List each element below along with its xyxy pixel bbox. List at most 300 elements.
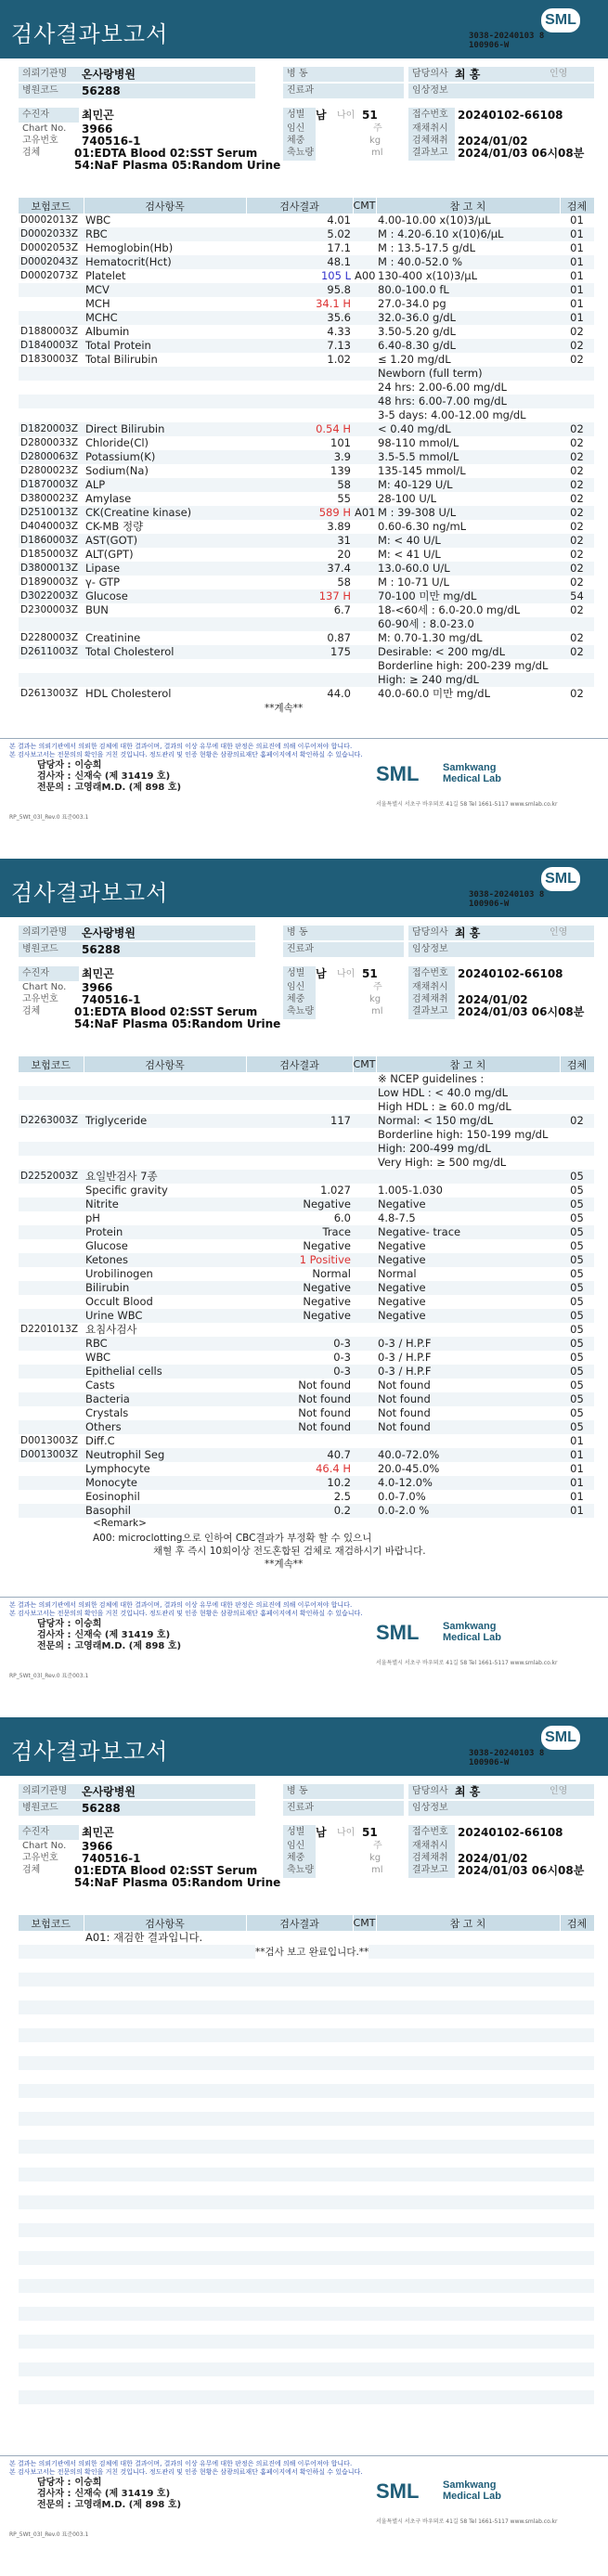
- doctor-sub: 인영: [550, 927, 568, 938]
- table-row: [19, 1225, 594, 1239]
- collect-date: 2024/01/02: [458, 135, 528, 148]
- blank-cell: [246, 2112, 353, 2126]
- table-body: [19, 1072, 594, 1518]
- blank-cell: [246, 2014, 353, 2028]
- test-result: [246, 1931, 353, 1945]
- insurance-code: [19, 381, 84, 395]
- report-footer: [0, 738, 608, 859]
- insurance-code: [19, 297, 84, 311]
- patient-id: 740516-1: [82, 135, 141, 148]
- test-item: Potassium(K): [84, 450, 246, 464]
- blank-cell: [19, 2349, 84, 2362]
- column-header: 검체: [560, 1056, 594, 1072]
- table-row: [19, 2209, 594, 2223]
- info-label: 체중: [283, 1851, 316, 1866]
- info-label: 재채취시: [408, 122, 455, 136]
- blank-cell: [19, 2237, 84, 2251]
- insurance-code: D0013003Z: [19, 1448, 84, 1462]
- test-item: [84, 381, 246, 395]
- table-header-row: [19, 1056, 594, 1072]
- blank-cell: [19, 2195, 84, 2209]
- report-code-line: 100906-W: [469, 1758, 510, 1767]
- info-value-box: [325, 942, 404, 957]
- comment: [353, 1156, 376, 1170]
- specimen-no: 01: [570, 1490, 584, 1503]
- table-row: [19, 1973, 594, 1987]
- hospital-name: 온사랑병원: [82, 926, 136, 939]
- table-row: [19, 1379, 594, 1392]
- table-row: [19, 1959, 594, 1973]
- blank-cell: [246, 1987, 353, 2000]
- blank-cell: [560, 1959, 594, 1973]
- reference-range: M: < 41 U/L: [378, 548, 441, 561]
- sig-role: 전문의 :: [37, 1641, 71, 1651]
- comment: [353, 381, 376, 395]
- comment: [353, 589, 376, 603]
- table-row: [19, 381, 594, 395]
- comment: [353, 1295, 376, 1309]
- table-row: [19, 506, 594, 520]
- blank-cell: [84, 2084, 246, 2098]
- table-row: [19, 214, 594, 227]
- table-row: [19, 325, 594, 339]
- test-item: Hematocrit(Hct): [84, 255, 246, 269]
- info-value-box: [455, 942, 594, 957]
- blank-cell: [560, 2154, 594, 2168]
- test-item: Amylase: [85, 492, 132, 505]
- report-page: [0, 859, 608, 1717]
- comment: [353, 687, 376, 701]
- blank-cell: [19, 2265, 84, 2279]
- blank-cell: [84, 2070, 246, 2084]
- reference-range: Very High: ≥ 500 mg/dL: [378, 1156, 507, 1169]
- comment: [353, 1337, 376, 1351]
- blank-cell: [84, 2265, 246, 2279]
- comment: [353, 1462, 376, 1476]
- specimen-no: [560, 673, 594, 687]
- blank-cell: [84, 2209, 246, 2223]
- table-row: [19, 548, 594, 562]
- reference-range: High: ≥ 240 mg/dL: [376, 673, 560, 687]
- blank-cell: [246, 2362, 353, 2376]
- info-label: 임신: [283, 122, 316, 136]
- blank-cell: [246, 2181, 353, 2195]
- info-value-box: [325, 67, 404, 82]
- blank-cell: [376, 2181, 560, 2195]
- column-header: 검사결과: [246, 198, 353, 214]
- table-row: [19, 1351, 594, 1365]
- unit: 주: [373, 1841, 382, 1851]
- hospital-name: 온사랑병원: [82, 1785, 136, 1798]
- blank-cell: [19, 2070, 84, 2084]
- blank-cell: [84, 2237, 246, 2251]
- test-item: ALT(GPT): [85, 548, 134, 561]
- specimen-no: 01: [560, 255, 594, 269]
- specimen-no: 01: [560, 227, 594, 241]
- table-row: [19, 1309, 594, 1323]
- table-row: [19, 1420, 594, 1434]
- table-row: [19, 283, 594, 297]
- blank-cell: [560, 2168, 594, 2181]
- blank-cell: [560, 2112, 594, 2126]
- reference-range: 98-110 mmol/L: [378, 436, 459, 449]
- footer-note: 본 검사보고서는 전문의의 확인을 거친 것입니다. 정도관리 및 인증 현황은 삼광의료재단 홈페이지에서 확인하실 수 있습니다.: [9, 2468, 363, 2476]
- blank-cell: [19, 2376, 84, 2390]
- blank-cell: [246, 1959, 353, 1973]
- table-row: [19, 2014, 594, 2028]
- test-result: 1 Positive: [246, 1253, 353, 1267]
- blank-cell: [353, 2028, 376, 2042]
- blank-cell: [353, 2376, 376, 2390]
- unit: kg: [369, 1853, 382, 1863]
- footer-note: 본 결과는 의뢰기관에서 의뢰한 검체에 대한 결과이며, 결과의 이상 유무에 대한 판정은 의료진에 의해 이루어져야 합니다.: [9, 743, 353, 750]
- info-label: Chart No.: [22, 982, 67, 992]
- comment: [353, 1197, 376, 1211]
- table-row: [19, 2335, 594, 2349]
- reference-range: Newborn (full term): [376, 367, 560, 381]
- test-result: [246, 659, 353, 673]
- specimen-no: 05: [570, 1239, 584, 1252]
- reference-range: Negative- trace: [376, 1225, 560, 1239]
- blank-cell: [84, 2028, 246, 2042]
- reference-range: 40.0-72.0%: [376, 1448, 560, 1462]
- reference-range: 0-3 / H.P.F: [378, 1351, 432, 1364]
- blank-cell: [560, 2028, 594, 2042]
- column-header: CMT: [353, 1058, 376, 1070]
- table-row: [19, 2362, 594, 2376]
- specimen-no: 02: [560, 645, 594, 659]
- test-result: Negative: [246, 1309, 353, 1323]
- insurance-code: D2510013Z: [19, 506, 84, 520]
- test-result: 1.02: [327, 353, 351, 366]
- specimen-no: 05: [560, 1197, 594, 1211]
- specimen-no: 02: [570, 436, 584, 449]
- blank-cell: [560, 2014, 594, 2028]
- test-result: Normal: [312, 1267, 351, 1280]
- report-title: 검사결과보고서: [11, 21, 169, 47]
- info-label: 진료과: [283, 84, 325, 98]
- table-row: [19, 1281, 594, 1295]
- reference-range: [376, 1323, 560, 1337]
- insurance-code: [19, 1184, 84, 1197]
- sig-person: 고영래M.D. (제 898 호): [74, 2500, 182, 2510]
- info-label: 결과보고: [408, 1863, 455, 1878]
- blank-cell: [560, 2195, 594, 2209]
- sig-person: 신재숙 (제 31419 호): [74, 771, 171, 782]
- blank-cell: [84, 2251, 246, 2265]
- comment: [353, 255, 376, 269]
- report-code: [469, 1749, 544, 1767]
- test-item: Albumin: [85, 325, 130, 338]
- blank-cell: [353, 2209, 376, 2223]
- blank-cell: [84, 1945, 246, 1959]
- test-result: 37.4: [246, 562, 353, 576]
- reference-range: 0.0-2.0 %: [376, 1504, 560, 1518]
- form-code: RP_5Wt_03l_Rev.0 표준003.1: [9, 1673, 89, 1679]
- specimen-no: 02: [570, 464, 584, 477]
- blank-cell: [376, 2126, 560, 2140]
- doctor-name: 최 홍: [455, 926, 481, 939]
- test-item: [84, 1142, 246, 1156]
- test-item: BUN: [85, 603, 109, 616]
- blank-cell: [19, 1973, 84, 1987]
- reference-range: 4.8-7.5: [378, 1211, 416, 1224]
- test-result: 0.87: [327, 631, 351, 644]
- blank-cell: [376, 1987, 560, 2000]
- blank-cell: [353, 2390, 376, 2404]
- remark-title: <Remark>: [93, 1518, 147, 1529]
- test-item: 요침사검사: [85, 1323, 137, 1336]
- info-label: 검체: [22, 1006, 41, 1016]
- blank-cell: [84, 1987, 246, 2000]
- test-item: CK(Creatine kinase): [84, 506, 246, 520]
- test-item: Monocyte: [84, 1476, 246, 1490]
- table-row: [19, 576, 594, 589]
- comment: [353, 1365, 376, 1379]
- test-result: 58: [337, 576, 351, 589]
- insurance-code: D0002033Z: [19, 227, 84, 241]
- report-code-line: 3038-20240103 8: [469, 32, 545, 41]
- comment: [353, 1406, 376, 1420]
- sig-role: 담당자 :: [37, 2478, 71, 2488]
- reference-range: 3.5-5.5 mmol/L: [376, 450, 560, 464]
- test-result: 0-3: [246, 1337, 353, 1351]
- reference-range: 4.00-10.00 x(10)3/μL: [378, 214, 491, 227]
- collect-date: 2024/01/02: [458, 1852, 528, 1865]
- reference-range: Not found: [378, 1379, 431, 1392]
- continued-text: **계속**: [265, 703, 304, 714]
- insurance-code: [19, 395, 84, 408]
- reference-range: 20.0-45.0%: [378, 1462, 440, 1475]
- logo-mark: SML: [376, 2479, 420, 2503]
- unit: 주: [373, 123, 382, 134]
- sig-person: 신재숙 (제 31419 호): [74, 1630, 171, 1640]
- blank-cell: [376, 2376, 560, 2390]
- blank-cell: [19, 1945, 84, 1959]
- table-row: [19, 255, 594, 269]
- table-row: [19, 2056, 594, 2070]
- comment: [353, 1211, 376, 1225]
- comment: [353, 1448, 376, 1462]
- test-item: Sodium(Na): [85, 464, 149, 477]
- company-name-line: Medical Lab: [443, 773, 501, 784]
- doctor-name: 최 홍: [455, 1785, 481, 1798]
- blank-cell: [19, 2098, 84, 2112]
- test-result: 2.5: [333, 1490, 351, 1503]
- blank-cell: [19, 2168, 84, 2181]
- info-label: 담당의사: [408, 1784, 455, 1799]
- table-row: [19, 603, 594, 617]
- test-item: Occult Blood: [85, 1295, 153, 1308]
- insurance-code: D1870003Z: [19, 478, 84, 492]
- table-row: [19, 1156, 594, 1170]
- test-item: Hemoglobin(Hb): [85, 241, 174, 254]
- sig-role: 전문의 :: [37, 2500, 71, 2510]
- receipt-number: 20240102-66108: [458, 967, 563, 980]
- reference-range: M : 13.5-17.5 g/dL: [378, 241, 476, 254]
- comment: [353, 1392, 376, 1406]
- specimen-no: 05: [570, 1184, 584, 1197]
- blank-cell: [19, 2362, 84, 2376]
- table-row: [19, 1114, 594, 1128]
- insurance-code: [19, 1504, 84, 1518]
- sml-logo: SML: [541, 1726, 580, 1750]
- blank-cell: [353, 2056, 376, 2070]
- test-result: Negative: [246, 1281, 353, 1295]
- info-value-box: [325, 926, 404, 940]
- info-label: 수진자: [19, 108, 79, 123]
- reference-range: 48 hrs: 6.00-7.00 mg/dL: [376, 395, 560, 408]
- reference-range: M: < 40 U/L: [376, 534, 560, 548]
- insurance-code: D0002053Z: [20, 242, 79, 253]
- blank-cell: [353, 2042, 376, 2056]
- comment: [353, 645, 376, 659]
- test-item: AST(GOT): [84, 534, 246, 548]
- report-header: [0, 859, 608, 917]
- test-result: 5.02: [246, 227, 353, 241]
- comment: [353, 1504, 376, 1518]
- table-row: [19, 339, 594, 353]
- blank-cell: [560, 2126, 594, 2140]
- specimen-no: [560, 381, 594, 395]
- patient-name: 최민곤: [82, 1826, 114, 1839]
- blank-cell: [19, 2042, 84, 2056]
- blank-cell: [246, 2321, 353, 2335]
- sig-person: 고영래M.D. (제 898 호): [74, 1641, 182, 1651]
- receipt-number: 20240102-66108: [458, 109, 563, 122]
- reference-range: Negative: [378, 1239, 426, 1252]
- blank-cell: [560, 2000, 594, 2014]
- info-label: 검체: [22, 148, 41, 158]
- receipt-number: 20240102-66108: [458, 1826, 563, 1839]
- comment: [353, 1184, 376, 1197]
- insurance-code: D2611003Z: [19, 645, 84, 659]
- blank-cell: [353, 2362, 376, 2376]
- info-label: 고유번호: [22, 136, 58, 146]
- table-row: [19, 1323, 594, 1337]
- test-result: [246, 408, 353, 422]
- reference-range: 18-<60세 : 6.0-20.0 mg/dL: [378, 603, 521, 616]
- blank-cell: [353, 2349, 376, 2362]
- info-label: 성별: [283, 966, 316, 981]
- test-item: CK-MB 정량: [85, 520, 144, 533]
- table-row: [19, 1170, 594, 1184]
- test-item: Lymphocyte: [85, 1462, 150, 1475]
- specimen-no: 01: [570, 1434, 584, 1447]
- test-item: Glucose: [84, 589, 246, 603]
- reference-range: Negative: [376, 1253, 560, 1267]
- blank-cell: [560, 2098, 594, 2112]
- company-name-line: Samkwang: [443, 2479, 497, 2491]
- divider: [0, 738, 608, 739]
- insurance-code: [19, 1337, 84, 1351]
- blank-cell: [84, 2181, 246, 2195]
- comment: [353, 1420, 376, 1434]
- specimen-no: [560, 1086, 594, 1100]
- unit: ml: [371, 1006, 383, 1016]
- insurance-code: D2263003Z: [19, 1114, 84, 1128]
- reference-range: 0.60-6.30 ng/mL: [378, 520, 467, 533]
- insurance-code: [19, 1267, 84, 1281]
- info-value-box: [325, 1784, 404, 1799]
- blank-cell: [84, 1973, 246, 1987]
- test-item: Epithelial cells: [84, 1365, 246, 1379]
- table-row: [19, 562, 594, 576]
- insurance-code: [19, 1142, 84, 1156]
- test-result: 34.1 H: [316, 297, 351, 310]
- blank-cell: [84, 2014, 246, 2028]
- insurance-code: D3800013Z: [19, 562, 84, 576]
- specimen-no: 05: [560, 1253, 594, 1267]
- footer-note: 본 검사보고서는 전문의의 확인을 거친 것입니다. 정도관리 및 인증 현황은 삼광의료재단 홈페이지에서 확인하실 수 있습니다.: [9, 751, 363, 758]
- test-result: 101: [330, 436, 351, 449]
- insurance-code: D1820003Z: [19, 422, 84, 436]
- reference-range: Negative: [376, 1197, 560, 1211]
- company-name: [443, 2479, 517, 2502]
- blank-cell: [19, 2251, 84, 2265]
- specimen-no: 01: [560, 1476, 594, 1490]
- test-item: Platelet: [85, 269, 126, 282]
- reference-range: 0-3 / H.P.F: [376, 1365, 560, 1379]
- comment: [353, 241, 376, 255]
- specimen-no: 02: [570, 325, 584, 338]
- reference-range: 28-100 U/L: [378, 492, 437, 505]
- table-row: [19, 1253, 594, 1267]
- results-table: [19, 198, 595, 701]
- report-complete-text: **검사 보고 완료입니다.**: [255, 1947, 369, 1958]
- info-value-box: [455, 84, 594, 98]
- insurance-code: [19, 408, 84, 422]
- test-result: Not found: [298, 1406, 351, 1419]
- column-header: 검사결과: [246, 1915, 353, 1931]
- specimen-no: 01: [570, 269, 584, 282]
- test-result: 4.01: [327, 214, 351, 227]
- collect-date: 2024/01/02: [458, 993, 528, 1006]
- table-row: [19, 617, 594, 631]
- info-value-box: [455, 1801, 594, 1816]
- specimen-no: [560, 617, 594, 631]
- blank-cell: [246, 2154, 353, 2168]
- form-code: RP_5Wt_03l_Rev.0 표준003.1: [9, 814, 89, 821]
- specimen-no: 02: [560, 506, 594, 520]
- info-label: 축뇨량: [283, 146, 316, 161]
- specimen-list: 54:NaF Plasma 05:Random Urine: [74, 1876, 281, 1889]
- insurance-code: D2300003Z: [20, 604, 79, 615]
- blank-cell: [19, 2126, 84, 2140]
- blank-cell: [353, 1959, 376, 1973]
- test-result: Not found: [298, 1379, 351, 1392]
- test-result: 4.33: [327, 325, 351, 338]
- test-item: Crystals: [85, 1406, 129, 1419]
- specimen-no: 02: [570, 687, 584, 700]
- test-item: RBC: [84, 227, 246, 241]
- unit: ml: [371, 1865, 383, 1875]
- test-item: WBC: [85, 1351, 111, 1364]
- test-result: [246, 1170, 353, 1184]
- test-result: 6.7: [333, 603, 351, 616]
- reference-range: ※ NCEP guidelines :: [378, 1072, 485, 1085]
- insurance-code: [19, 1128, 84, 1142]
- table-row: [19, 2140, 594, 2154]
- signature: [37, 1641, 181, 1651]
- insurance-code: D1830003Z: [20, 354, 79, 365]
- report-header: [0, 0, 608, 58]
- blank-cell: [353, 2154, 376, 2168]
- comment: [353, 1476, 376, 1490]
- test-item: HDL Cholesterol: [85, 687, 172, 700]
- info-label: 성별: [283, 1825, 316, 1840]
- comment: [353, 1142, 376, 1156]
